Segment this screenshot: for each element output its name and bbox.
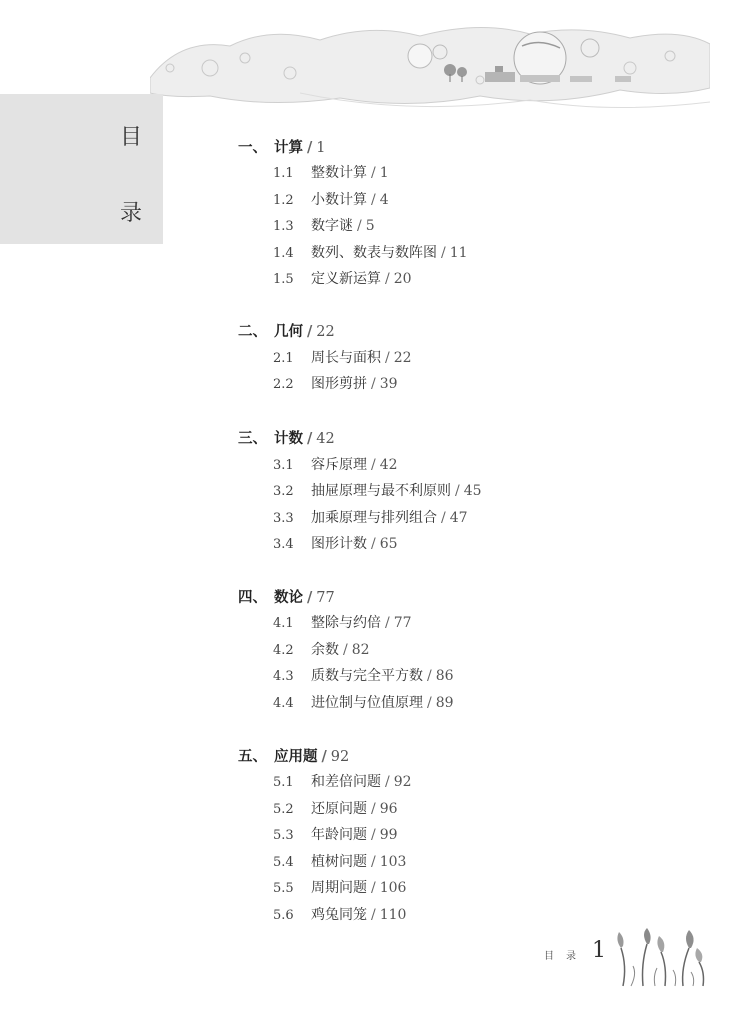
item-number: 1.3 [273,219,294,234]
item-page: 45 [463,483,482,499]
section-number: 一、 [238,139,267,156]
toc-item[interactable] [273,798,398,818]
item-number: 5.5 [273,881,294,896]
page-separator: / [371,880,376,896]
item-page: 22 [393,350,412,366]
toc-item[interactable] [273,268,412,288]
side-tab-char-1: 目 [120,125,143,150]
item-number: 5.4 [273,855,294,870]
item-page: 89 [435,695,454,711]
page-separator: / [371,827,376,843]
item-title: 定义新运算 [311,271,381,287]
toc-item[interactable] [273,480,482,500]
toc-item[interactable] [273,824,398,844]
page-separator: / [371,907,376,923]
page-separator: / [427,668,432,684]
item-number: 2.1 [273,351,294,366]
item-title: 数字谜 [311,218,353,234]
item-number: 1.4 [273,246,294,261]
page-separator: / [385,615,390,631]
item-page: 1 [379,165,389,181]
toc-item[interactable] [273,373,398,393]
item-title: 抽屉原理与最不利原则 [311,483,451,499]
section-page: 22 [316,324,335,340]
page-separator: / [455,483,460,499]
item-page: 47 [449,510,468,526]
section-number: 三、 [238,430,267,447]
side-tab-char-2: 录 [120,201,143,226]
page-separator: / [357,218,362,234]
item-title: 和差倍问题 [311,774,381,790]
section-title: 应用题 [274,748,318,765]
item-number: 1.1 [273,166,294,181]
item-title: 数列、数表与数阵图 [311,245,437,261]
item-page: 103 [379,854,407,870]
page-separator: / [385,774,390,790]
item-title: 整数计算 [311,165,367,181]
section-page: 92 [330,749,350,765]
item-title: 还原问题 [311,801,367,817]
item-page: 20 [393,271,412,287]
page-separator: / [321,748,327,765]
item-page: 5 [365,218,375,234]
toc-item[interactable] [273,904,406,924]
page-separator: / [307,589,313,606]
item-page: 110 [379,907,407,923]
toc-item[interactable] [273,612,412,632]
item-page: 106 [379,880,407,896]
toc-section[interactable] [238,320,335,341]
item-page: 11 [449,245,468,261]
item-title: 鸡兔同笼 [311,907,367,923]
page-separator: / [427,695,432,711]
toc-item[interactable] [273,454,398,474]
toc-item[interactable] [273,639,370,659]
page-separator: / [307,323,313,340]
toc-item[interactable] [273,189,389,209]
section-number: 五、 [238,748,267,765]
item-number: 3.3 [273,511,294,526]
section-number: 二、 [238,323,267,340]
item-title: 周长与面积 [311,350,381,366]
toc-section[interactable] [238,745,349,766]
item-number: 3.4 [273,537,294,552]
item-page: 99 [379,827,398,843]
toc-section[interactable] [238,136,326,157]
item-number: 3.2 [273,484,294,499]
item-title: 容斥原理 [311,457,367,473]
footer-section-label: 目录 [544,951,588,962]
footer-plant-illustration [613,926,713,988]
item-title: 余数 [311,642,339,658]
item-page: 96 [379,801,398,817]
item-number: 4.3 [273,669,294,684]
page-separator: / [343,642,348,658]
item-page: 92 [393,774,412,790]
toc-item[interactable] [273,347,412,367]
page-separator: / [385,271,390,287]
section-number: 四、 [238,589,267,606]
section-title: 计数 [274,430,303,447]
page-separator: / [371,376,376,392]
section-title: 几何 [274,323,303,340]
item-page: 77 [393,615,412,631]
toc-section[interactable] [238,586,335,607]
toc-item[interactable] [273,215,375,235]
item-title: 图形剪拼 [311,376,367,392]
item-number: 1.2 [273,193,294,208]
section-page: 42 [316,431,335,447]
item-title: 质数与完全平方数 [311,668,423,684]
item-page: 4 [379,192,389,208]
item-number: 4.1 [273,616,294,631]
toc-item[interactable] [273,162,389,182]
item-number: 5.6 [273,908,294,923]
item-number: 5.2 [273,802,294,817]
footer-page-number: 1 [592,938,606,963]
section-page: 77 [316,590,335,606]
item-number: 4.4 [273,696,294,711]
page-separator: / [371,457,376,473]
toc-item[interactable] [273,851,406,871]
page-separator: / [371,192,376,208]
item-number: 5.1 [273,775,294,790]
item-number: 3.1 [273,458,294,473]
page-separator: / [371,165,376,181]
item-title: 年龄问题 [311,827,367,843]
toc-item[interactable] [273,665,454,685]
toc-item[interactable] [273,533,398,553]
section-title: 计算 [274,139,303,156]
item-title: 进位制与位值原理 [311,695,423,711]
page-separator: / [385,350,390,366]
page-separator: / [371,801,376,817]
item-number: 4.2 [273,643,294,658]
item-title: 加乘原理与排列组合 [311,510,437,526]
toc-item[interactable] [273,877,406,897]
section-page: 1 [316,140,326,156]
item-number: 2.2 [273,377,294,392]
item-page: 86 [435,668,454,684]
page-separator: / [307,139,313,156]
toc-item[interactable] [273,692,454,712]
item-page: 39 [379,376,398,392]
item-title: 植树问题 [311,854,367,870]
page-separator: / [371,854,376,870]
toc-item[interactable] [273,771,412,791]
item-title: 图形计数 [311,536,367,552]
item-title: 小数计算 [311,192,367,208]
item-title: 周期问题 [311,880,367,896]
page-separator: / [441,245,446,261]
item-number: 1.5 [273,272,294,287]
page-separator: / [441,510,446,526]
toc-item[interactable] [273,242,468,262]
item-title: 整除与约倍 [311,615,381,631]
page-separator: / [371,536,376,552]
page-separator: / [307,430,313,447]
item-page: 82 [351,642,370,658]
toc-item[interactable] [273,507,468,527]
section-title: 数论 [274,589,303,606]
toc-section[interactable] [238,427,335,448]
item-page: 42 [379,457,398,473]
item-page: 65 [379,536,398,552]
item-number: 5.3 [273,828,294,843]
